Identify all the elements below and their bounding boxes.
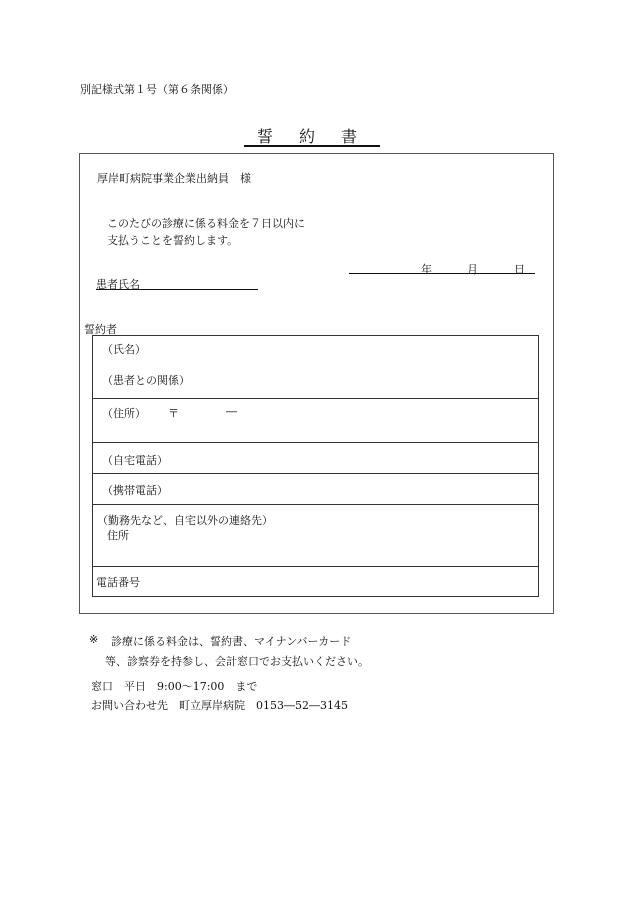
row-divider [93,398,538,399]
date-field-line[interactable] [349,273,535,274]
title-char-2: 約 [298,127,315,146]
patient-name-field-line[interactable] [96,289,258,290]
field-mobile-phone-label: （携帯電話） [102,484,168,497]
patient-name-label: 患者氏名 [96,278,140,291]
field-home-phone-label: （自宅電話） [102,454,168,467]
window-hours: 窓口 平日 9:00～17:00 まで [91,680,258,693]
date-year-label: 年 [421,263,432,276]
field-name-label: （氏名） [102,343,146,356]
field-work-contact-label: （勤務先など、自宅以外の連絡先） [97,514,273,527]
postal-mark: 〒 [168,407,179,420]
inquiry-contact: お問い合わせ先 町立厚岸病院 0153―52―3145 [91,699,348,712]
note-text-line2: 等、診察券を持参し、会計窓口でお支払いください。 [105,655,369,668]
note-text-line1: 診療に係る料金は、誓約書、マイナンバーカード [111,635,352,648]
pledger-label: 誓約者 [84,323,117,336]
form-number: 別記様式第１号（第６条関係） [80,83,234,96]
field-address-label: （住所） [102,407,146,420]
postal-dash: ― [226,405,237,418]
field-phone-number-label: 電話番号 [96,576,140,589]
pledge-text-line1: このたびの診療に係る料金を７日以内に [107,217,305,230]
pledge-text-line2: 支払うことを誓約します。 [107,234,239,247]
row-divider [93,442,538,443]
row-divider [93,566,538,567]
title-char-1: 誓 [256,127,273,146]
row-divider [93,504,538,505]
title-char-3: 書 [340,127,357,146]
title-underline [244,145,380,147]
addressee: 厚岸町病院事業企業出納員 様 [97,172,251,185]
note-asterisk-mark: ※ [89,633,99,646]
date-day-label: 日 [514,263,525,276]
field-relation-label: （患者との関係） [102,374,190,387]
row-divider [93,473,538,474]
field-work-address-label: 住所 [107,529,129,542]
date-month-label: 月 [467,263,478,276]
document-title [244,124,370,147]
